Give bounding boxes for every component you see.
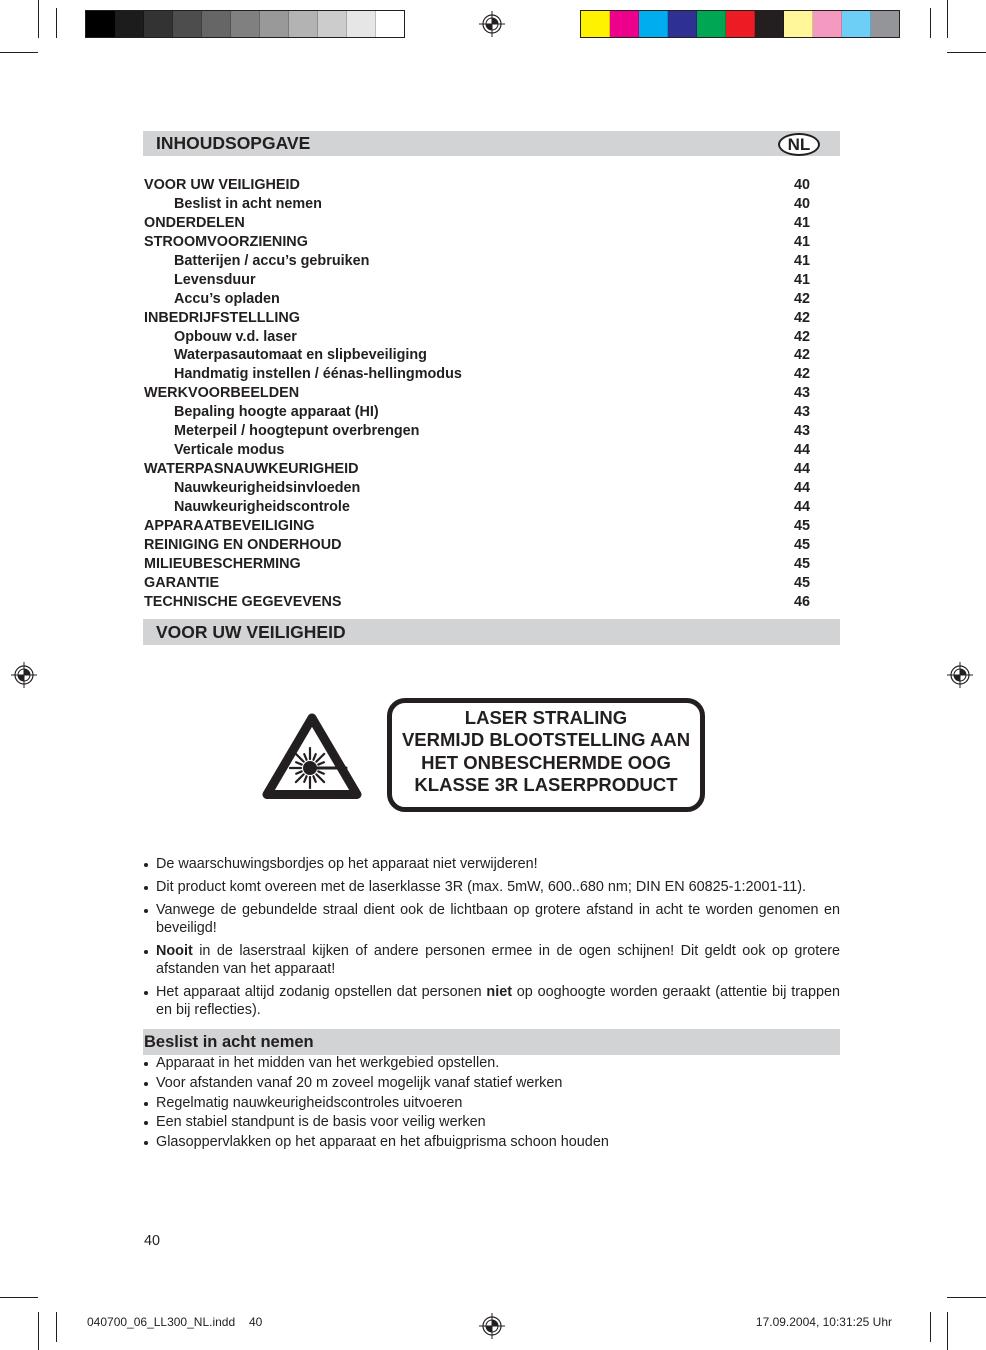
bullet-item <box>143 901 840 937</box>
bullet-text-emphasis: niet <box>486 984 512 1000</box>
toc-entry-page-number: 45 <box>793 555 810 572</box>
crop-mark <box>947 1297 986 1298</box>
toc-entry-page-number: 42 <box>793 366 810 383</box>
bullet-item <box>143 878 840 896</box>
bullet-icon <box>144 909 148 913</box>
toc-entry <box>144 555 810 574</box>
toc-entry-page-number: 43 <box>793 404 810 421</box>
toc-entry-label: MILIEUBESCHERMING <box>144 555 301 572</box>
language-badge: NL <box>778 133 820 156</box>
toc-entry-label: GARANTIE <box>144 574 220 591</box>
color-swatch <box>871 11 899 37</box>
bullet-text: Glasoppervlakken op het apparaat en het afbuigprisma schoon houden <box>156 1134 609 1150</box>
grayscale-swatch <box>289 11 318 37</box>
bullet-icon <box>144 886 148 890</box>
bullet-text: Dit product komt overeen met de laserklasse 3R (max. 5mW, 600..680 nm; DIN EN 60825-1:2001-11). <box>156 879 807 895</box>
toc-entry <box>144 536 810 555</box>
beslist-section-title: Beslist in acht nemen <box>144 1033 314 1051</box>
grayscale-swatch <box>260 11 289 37</box>
bullet-item <box>143 1133 840 1153</box>
bullet-text-emphasis: Nooit <box>156 943 193 959</box>
color-swatch <box>726 11 755 37</box>
registration-mark-icon <box>947 662 973 688</box>
bullet-text: Voor afstanden vanaf 20 m zoveel mogelijk vanaf statief werken <box>156 1074 563 1091</box>
crop-mark <box>56 8 57 38</box>
toc-subentry <box>144 403 810 422</box>
toc-subentry <box>144 422 810 441</box>
bullet-text: Regelmatig nauwkeurigheidscontroles uitvoeren <box>156 1094 463 1111</box>
registration-mark-icon <box>11 662 37 688</box>
toc-list <box>144 176 810 612</box>
toc-entry <box>144 384 810 403</box>
crop-mark <box>947 0 948 38</box>
crop-mark <box>947 52 986 53</box>
laser-label-line: HET ONBESCHERMDE OOG <box>421 751 671 773</box>
slug-filename: 040700_06_LL300_NL.indd <box>87 1315 236 1329</box>
toc-entry-label: Opbouw v.d. laser <box>174 328 297 345</box>
registration-mark-icon <box>479 1313 505 1339</box>
toc-subentry <box>144 441 810 460</box>
bullet-item <box>143 1054 840 1074</box>
toc-subentry <box>144 365 810 384</box>
toc-entry-page-number: 43 <box>793 423 810 440</box>
toc-entry <box>144 460 810 479</box>
laser-label-line: LASER STRALING <box>464 707 628 728</box>
bullet-item <box>143 1113 840 1133</box>
grayscale-swatch <box>347 11 376 37</box>
toc-entry-label: Bepaling hoogte apparaat (HI) <box>174 404 379 421</box>
toc-subentry <box>144 195 810 214</box>
bullet-text: Vanwege de gebundelde straal dient ook de lichtbaan op grotere afstand in acht te worden genomen en beveiligd! <box>156 902 840 936</box>
color-swatch <box>755 11 784 37</box>
toc-entry-label: Levensduur <box>174 271 256 288</box>
grayscale-control-strip <box>85 10 405 38</box>
grayscale-swatch <box>115 11 144 37</box>
toc-entry-page-number: 42 <box>793 328 810 345</box>
color-control-strip <box>580 10 900 38</box>
toc-entry-label: APPARAATBEVEILIGING <box>144 517 315 534</box>
toc-entry-page-number: 41 <box>793 233 810 250</box>
bullet-text: in de laserstraal kijken of andere personen ermee in de ogen schijnen! Dit geldt ook op grotere afstanden van het apparaat! <box>156 943 840 977</box>
toc-entry-page-number: 40 <box>793 195 810 212</box>
registration-mark-icon <box>479 11 505 37</box>
toc-entry <box>144 214 810 233</box>
toc-entry-page-number: 42 <box>793 290 810 307</box>
toc-entry-label: WATERPASNAUWKEURIGHEID <box>144 461 359 478</box>
toc-entry-page-number: 44 <box>793 442 810 459</box>
beslist-header-bar <box>143 1029 840 1055</box>
crop-mark <box>930 1312 931 1342</box>
toc-entry-page-number: 44 <box>793 480 810 496</box>
toc-entry-label: Accu’s opladen <box>174 290 280 307</box>
color-swatch <box>784 11 813 37</box>
toc-entry-page-number: 41 <box>793 271 810 288</box>
grayscale-swatch <box>202 11 231 37</box>
bullet-icon <box>144 950 148 954</box>
toc-entry-page-number: 40 <box>793 177 810 193</box>
toc-entry <box>144 233 810 252</box>
color-swatch <box>639 11 668 37</box>
toc-entry-page-number: 45 <box>793 536 810 553</box>
grayscale-swatch <box>173 11 202 37</box>
crop-mark <box>0 1297 38 1298</box>
toc-subentry <box>144 479 810 498</box>
bullet-item <box>143 1094 840 1114</box>
toc-entry <box>144 309 810 328</box>
bullet-icon <box>144 1102 148 1106</box>
bullet-item <box>143 983 840 1019</box>
toc-entry-label: TECHNISCHE GEGEVEVENS <box>144 593 342 610</box>
toc-entry-label: Nauwkeurigheidscontrole <box>174 498 350 515</box>
toc-entry-label: Meterpeil / hoogtepunt overbrengen <box>174 423 420 440</box>
toc-entry-label: Verticale modus <box>174 442 285 459</box>
toc-entry-label: Beslist in acht nemen <box>174 195 322 212</box>
toc-entry-label: REINIGING EN ONDERHOUD <box>144 536 342 553</box>
bullet-text: Een stabiel standpunt is de basis voor veilig werken <box>156 1114 486 1131</box>
bullet-item <box>143 855 840 873</box>
toc-entry-label: VOOR UW VEILIGHEID <box>144 177 300 193</box>
grayscale-swatch <box>144 11 173 37</box>
crop-mark <box>56 1312 57 1342</box>
toc-entry-page-number: 44 <box>793 461 810 478</box>
laser-warning-label <box>387 698 705 812</box>
bullet-icon <box>144 1062 148 1066</box>
toc-entry-page-number: 44 <box>793 498 810 515</box>
crop-mark <box>38 1312 39 1350</box>
bullet-icon <box>144 991 148 995</box>
crop-mark <box>38 0 39 38</box>
toc-title: INHOUDSOPGAVE <box>156 133 311 153</box>
bullet-item <box>143 1074 840 1094</box>
toc-entry <box>144 517 810 536</box>
toc-entry-label: Waterpasautomaat en slipbeveiliging <box>174 347 427 364</box>
grayscale-swatch <box>376 11 404 37</box>
grayscale-swatch <box>318 11 347 37</box>
toc-entry-label: INBEDRIJFSTELLLING <box>144 309 300 326</box>
toc-subentry <box>144 328 810 347</box>
color-swatch <box>581 11 610 37</box>
color-swatch <box>697 11 726 37</box>
safety-bullet-list <box>143 855 840 1024</box>
toc-entry-label: STROOMVOORZIENING <box>144 233 308 250</box>
bullet-text: Apparaat in het midden van het werkgebied opstellen. <box>156 1055 500 1071</box>
toc-entry-page-number: 41 <box>793 214 810 231</box>
slug-timestamp: 17.09.2004, 10:31:25 Uhr <box>755 1315 892 1329</box>
toc-entry <box>144 176 810 195</box>
toc-entry-label: Handmatig instellen / éénas-hellingmodus <box>174 366 462 383</box>
toc-entry-label: Batterijen / accu’s gebruiken <box>174 252 370 269</box>
grayscale-swatch <box>231 11 260 37</box>
bullet-icon <box>144 1141 148 1145</box>
toc-entry-page-number: 45 <box>793 517 810 534</box>
toc-subentry <box>144 271 810 290</box>
beslist-bullet-list <box>143 1054 840 1153</box>
toc-entry-label: ONDERDELEN <box>144 214 245 231</box>
toc-entry-page-number: 46 <box>793 593 810 610</box>
bullet-icon <box>144 1121 148 1125</box>
bullet-text: De waarschuwingsbordjes op het apparaat niet verwijderen! <box>156 856 538 872</box>
color-swatch <box>813 11 842 37</box>
crop-mark <box>947 1312 948 1350</box>
safety-section-title: VOOR UW VEILIGHEID <box>156 622 346 642</box>
toc-entry <box>144 593 810 612</box>
laser-label-line: KLASSE 3R LASERPRODUCT <box>414 774 678 796</box>
toc-entry-page-number: 42 <box>793 347 810 364</box>
crop-mark <box>0 52 38 53</box>
bullet-text: op ooghoogte worden geraakt (attentie bij trappen en bij reflecties). <box>156 984 840 1018</box>
toc-subentry <box>144 290 810 309</box>
toc-entry-page-number: 45 <box>793 574 810 591</box>
toc-subentry <box>144 252 810 271</box>
toc-entry-page-number: 43 <box>793 385 810 402</box>
page-number: 40 <box>144 1233 161 1249</box>
bullet-text: Het apparaat altijd zodanig opstellen dat personen <box>156 984 487 1000</box>
color-swatch <box>610 11 639 37</box>
grayscale-swatch <box>86 11 115 37</box>
bullet-item <box>143 942 840 978</box>
toc-entry-page-number: 42 <box>793 309 810 326</box>
slug-page-number: 40 <box>249 1315 263 1329</box>
safety-header-bar <box>143 619 840 645</box>
toc-subentry <box>144 498 810 517</box>
color-swatch <box>668 11 697 37</box>
crop-mark <box>930 8 931 38</box>
toc-subentry <box>144 346 810 365</box>
toc-entry-page-number: 41 <box>793 252 810 269</box>
toc-entry-label: WERKVOORBEELDEN <box>144 385 300 402</box>
toc-header-bar <box>143 131 840 156</box>
toc-entry-label: Nauwkeurigheidsinvloeden <box>174 480 361 496</box>
laser-label-line: VERMIJD BLOOTSTELLING AAN <box>401 729 691 751</box>
bullet-icon <box>144 863 148 867</box>
bullet-icon <box>144 1082 148 1086</box>
laser-warning-triangle-icon <box>258 708 366 804</box>
color-swatch <box>842 11 871 37</box>
toc-entry <box>144 574 810 593</box>
